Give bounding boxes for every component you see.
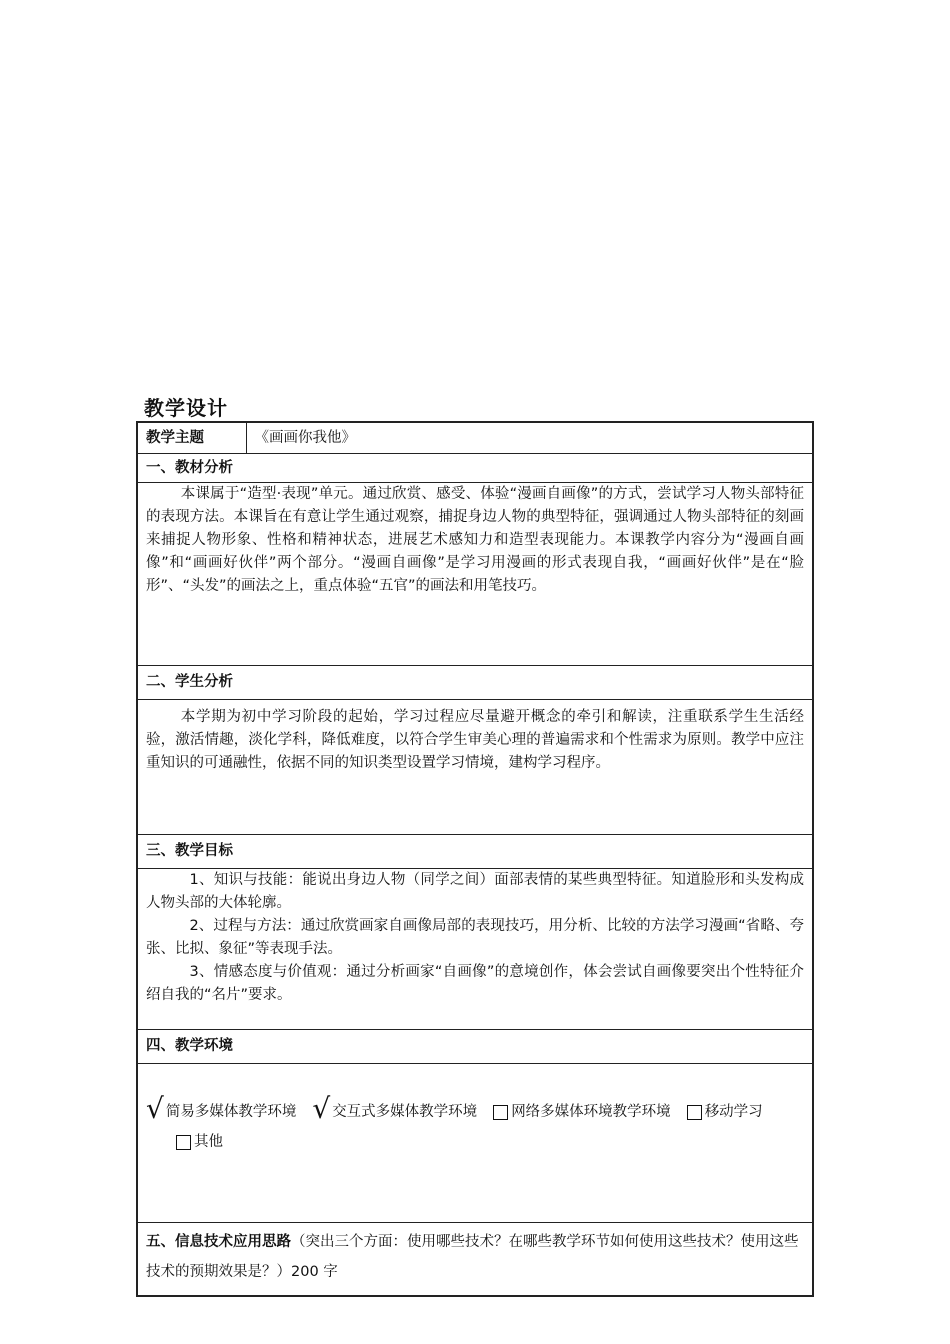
env-option-interactive[interactable] bbox=[312, 1094, 477, 1124]
env-option-label: 其他 bbox=[194, 1134, 223, 1150]
checkbox-empty-icon bbox=[493, 1105, 508, 1120]
tech-row bbox=[137, 1223, 813, 1297]
topic-value: 《画画你我他》 bbox=[246, 422, 813, 454]
page-title: 教学设计 bbox=[144, 396, 228, 420]
material-heading: 一、教材分析 bbox=[137, 454, 813, 483]
env-option-label: 交互式多媒体教学环境 bbox=[332, 1104, 478, 1120]
goal-item-3: 3、情感态度与价值观：通过分析画家“自画像”的意境创作，体会尝试自画像要突出个性特征介绍自我的“名片”要求。 bbox=[146, 964, 804, 1003]
material-heading-row bbox=[137, 454, 813, 483]
topic-label: 教学主题 bbox=[137, 422, 246, 454]
env-option-simple[interactable] bbox=[146, 1094, 296, 1124]
env-option-other[interactable] bbox=[176, 1130, 223, 1154]
goals-heading: 三、教学目标 bbox=[137, 835, 813, 869]
topic-row bbox=[137, 422, 813, 454]
env-option-label: 简易多媒体教学环境 bbox=[165, 1104, 297, 1120]
material-body-row bbox=[137, 483, 813, 666]
check-mark-icon: √ bbox=[312, 1092, 331, 1125]
checkbox-empty-icon bbox=[687, 1105, 702, 1120]
goal-item-2: 2、过程与方法：通过欣赏画家自画像局部的表现技巧，用分析、比较的方法学习漫画“省略、夸张、比拟、象征”等表现手法。 bbox=[146, 918, 804, 957]
env-option-label: 网络多媒体环境教学环境 bbox=[511, 1104, 671, 1120]
tech-heading: 五、信息技术应用思路 bbox=[146, 1234, 291, 1250]
goals-body-row bbox=[137, 869, 813, 1030]
students-text: 本学期为初中学习阶段的起始，学习过程应尽量避开概念的牵引和解读，注重联系学生生活经验，激活情趣，淡化学科，降低难度，以符合学生审美心理的普遍需求和个性需求为原则。教学中应注重知识的可通融性，依据不同的知识类型设置学习情境，建构学习程序。 bbox=[146, 709, 804, 771]
goals-heading-row bbox=[137, 835, 813, 869]
checkbox-empty-icon bbox=[176, 1135, 191, 1150]
goal-item-1: 1、知识与技能：能说出身边人物（同学之间）面部表情的某些典型特征。知道脸形和头发构成人物头部的大体轮廓。 bbox=[146, 872, 804, 911]
teaching-design-table bbox=[136, 421, 814, 1297]
environment-body-row bbox=[137, 1064, 813, 1223]
tech-note: （突出三个方面：使用哪些技术？在哪些教学环节如何使用这些技术？使用这些技术的预期效果是？）200 字 bbox=[146, 1234, 799, 1280]
students-heading: 二、学生分析 bbox=[137, 666, 813, 700]
check-mark-icon: √ bbox=[146, 1092, 164, 1125]
material-text: 本课属于“造型·表现”单元。通过欣赏、感受、体验“漫画自画像”的方式，尝试学习人物头部特征的表现方法。本课旨在有意让学生通过观察，捕捉身边人物的典型特征，强调通过人物头部特征的刻画来捕捉人物形象、性格和精神状态，进展艺术感知力和造型表现能力。本课教学内容分为“漫画自画像”和“画画好伙伴”两个部分。“漫画自画像”是学习用漫画的形式表现自我，“画画好伙伴”是在“脸形”、“头发”的画法之上，重点体验“五官”的画法和用笔技巧。 bbox=[146, 486, 804, 594]
environment-options-line1 bbox=[146, 1094, 804, 1124]
students-heading-row bbox=[137, 666, 813, 700]
env-option-label: 移动学习 bbox=[704, 1104, 763, 1120]
env-option-mobile[interactable] bbox=[687, 1100, 763, 1124]
students-body-row bbox=[137, 700, 813, 835]
environment-heading-row bbox=[137, 1030, 813, 1064]
environment-options-line2 bbox=[146, 1130, 804, 1154]
env-option-network[interactable] bbox=[493, 1100, 671, 1124]
environment-heading: 四、教学环境 bbox=[137, 1030, 813, 1064]
